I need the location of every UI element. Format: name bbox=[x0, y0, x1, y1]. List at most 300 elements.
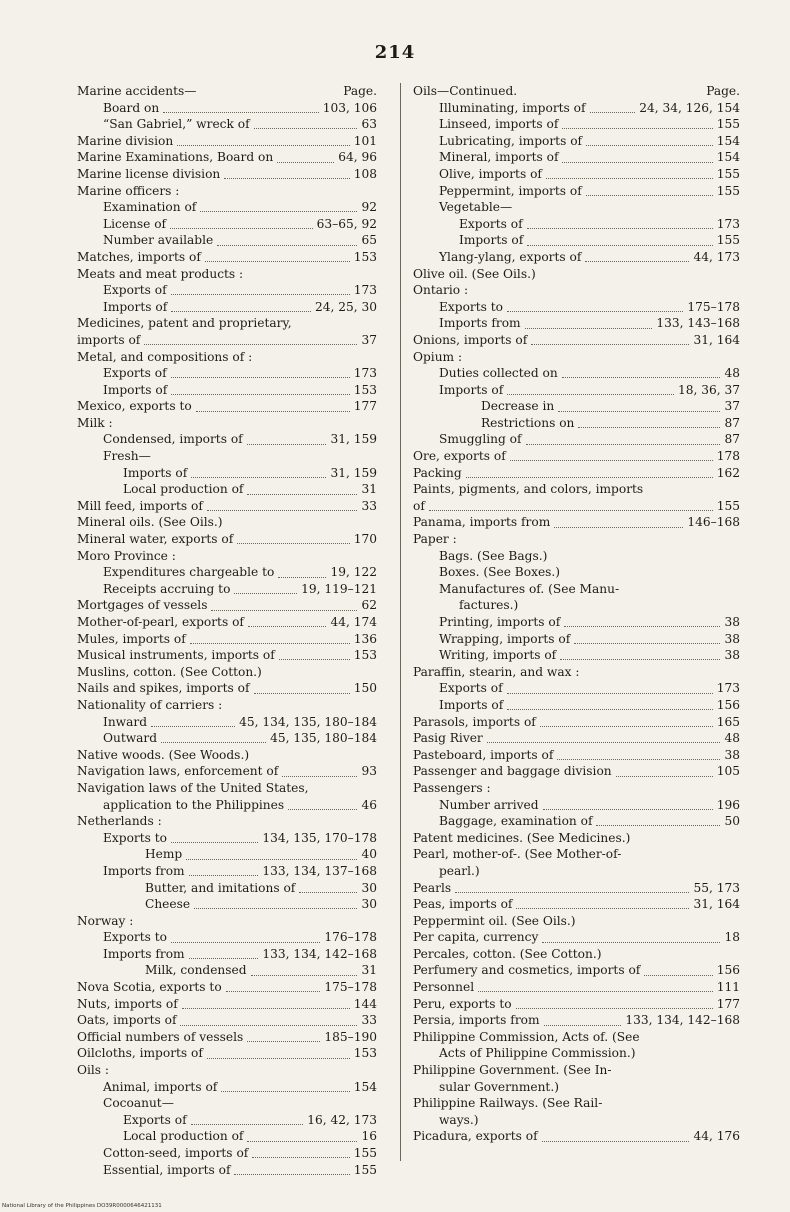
dot-leader bbox=[542, 1132, 690, 1142]
dot-leader bbox=[605, 950, 736, 959]
index-entry-text: Picadura, exports of bbox=[413, 1129, 538, 1144]
dot-leader bbox=[189, 866, 259, 876]
dot-leader bbox=[558, 402, 720, 412]
index-entry bbox=[77, 597, 377, 614]
index-entry-text: Olive, imports of bbox=[439, 166, 542, 181]
index-entry bbox=[77, 415, 377, 432]
index-entry-text: Marine accidents— bbox=[77, 84, 197, 98]
index-entry-text: Peppermint oil. (See Oils.) bbox=[413, 913, 576, 928]
index-entry-text: Muslins, cotton. (See Cotton.) bbox=[77, 664, 262, 679]
index-entry-page: 153 bbox=[353, 249, 377, 264]
index-entry-page: 136 bbox=[353, 631, 377, 646]
index-entry bbox=[77, 232, 377, 249]
dot-leader bbox=[551, 551, 736, 560]
dot-leader bbox=[151, 717, 235, 727]
dot-leader bbox=[161, 733, 266, 743]
index-entry bbox=[77, 116, 377, 133]
index-column-left bbox=[77, 83, 377, 1178]
index-entry-text: Netherlands : bbox=[77, 814, 162, 829]
index-entry bbox=[77, 996, 377, 1013]
dot-leader bbox=[183, 186, 373, 195]
index-entry-page: 155 bbox=[716, 166, 740, 181]
index-entry bbox=[413, 349, 740, 366]
dot-leader bbox=[171, 302, 311, 312]
index-entry-text: Number arrived bbox=[439, 797, 539, 812]
index-entry-page: 155 bbox=[353, 1162, 377, 1177]
dot-leader bbox=[211, 601, 357, 611]
index-entry-text: Essential, imports of bbox=[103, 1162, 231, 1177]
dot-leader bbox=[251, 966, 358, 976]
index-entry bbox=[77, 979, 377, 996]
dot-leader bbox=[279, 650, 350, 660]
index-entry bbox=[77, 365, 377, 382]
index-entry bbox=[413, 133, 740, 150]
index-entry-text: Persia, imports from bbox=[413, 1013, 540, 1028]
index-entry bbox=[77, 1128, 377, 1145]
dot-leader bbox=[525, 319, 653, 329]
index-entry-text: Paper : bbox=[413, 532, 457, 547]
dot-leader bbox=[623, 585, 736, 594]
dot-leader bbox=[226, 982, 321, 992]
index-entry bbox=[413, 266, 740, 283]
index-entry-text: Local production of bbox=[123, 482, 244, 497]
index-entry-page: 46 bbox=[361, 797, 377, 812]
dot-leader bbox=[247, 1132, 357, 1142]
dot-leader bbox=[254, 684, 350, 694]
index-entry bbox=[413, 664, 740, 681]
index-entry-text: Printing, imports of bbox=[439, 615, 561, 629]
index-entry-page: 31 bbox=[361, 963, 377, 978]
index-entry bbox=[413, 830, 740, 847]
index-entry-text: Writing, imports of bbox=[439, 648, 557, 663]
index-column-right bbox=[413, 83, 740, 1145]
index-entry-page: 45, 135, 180–184 bbox=[270, 731, 377, 746]
dot-leader bbox=[217, 236, 357, 246]
index-entry bbox=[413, 531, 740, 548]
index-entry-page: 133, 134, 142–168 bbox=[262, 946, 377, 961]
index-entry bbox=[413, 846, 740, 863]
index-entry-text: Smuggling of bbox=[439, 432, 522, 447]
index-entry bbox=[77, 913, 377, 930]
dot-leader bbox=[252, 1148, 349, 1158]
index-entry-text: Mill feed, imports of bbox=[77, 498, 203, 513]
dot-leader bbox=[296, 319, 373, 328]
dot-leader bbox=[478, 982, 713, 992]
index-entry-page: 37 bbox=[361, 332, 377, 347]
index-entry-text: Per capita, currency bbox=[413, 930, 539, 945]
index-entry-page: 176–178 bbox=[324, 930, 377, 945]
index-entry bbox=[77, 531, 377, 548]
index-entry-page: 65 bbox=[361, 233, 377, 248]
index-entry-page: 31 bbox=[361, 482, 377, 497]
index-entry-text: Official numbers of vessels bbox=[77, 1029, 244, 1044]
index-entry bbox=[77, 83, 377, 100]
dot-leader bbox=[170, 219, 313, 229]
dot-leader bbox=[312, 784, 373, 793]
index-entry bbox=[413, 514, 740, 531]
index-entry-text: ways.) bbox=[439, 1112, 479, 1127]
index-entry-text: of bbox=[413, 498, 425, 513]
dot-leader bbox=[564, 617, 720, 627]
dot-leader bbox=[171, 285, 350, 295]
index-entry-text: Pearl, mother-of-. (See Mother-of- bbox=[413, 847, 622, 862]
dot-leader bbox=[171, 368, 350, 378]
index-entry-text: Exports to bbox=[439, 299, 503, 314]
index-entry-page: 178 bbox=[716, 449, 740, 464]
dot-leader bbox=[510, 451, 713, 461]
index-entry-text: Inward bbox=[103, 714, 147, 729]
index-entry bbox=[77, 680, 377, 697]
dot-leader bbox=[455, 883, 689, 893]
index-entry bbox=[77, 962, 377, 979]
dot-leader bbox=[472, 286, 736, 295]
index-entry-text: Perfumery and cosmetics, imports of bbox=[413, 963, 641, 978]
index-entry-page: 37 bbox=[724, 399, 740, 414]
dot-leader bbox=[507, 385, 674, 395]
index-entry bbox=[77, 813, 377, 830]
index-entry-text: Cocoanut— bbox=[103, 1096, 174, 1111]
index-entry-text: Marine division bbox=[77, 133, 174, 148]
index-entry-text: Navigation laws, enforcement of bbox=[77, 764, 279, 779]
index-entry-page: 93 bbox=[361, 764, 377, 779]
index-entry-page: 38 bbox=[724, 615, 740, 629]
index-entry bbox=[77, 332, 377, 349]
index-entry bbox=[77, 1029, 377, 1046]
index-entry-text: Mineral, imports of bbox=[439, 150, 559, 165]
dot-leader bbox=[526, 435, 721, 445]
index-entry-text: Nails and spikes, imports of bbox=[77, 681, 250, 696]
index-entry-page: 154 bbox=[353, 1079, 377, 1094]
dot-leader bbox=[606, 1099, 736, 1108]
index-entry-text: Butter, and imitations of bbox=[145, 880, 296, 895]
index-entry-page: 101 bbox=[353, 133, 377, 148]
index-entry-page: Page. bbox=[343, 84, 377, 98]
dot-leader bbox=[578, 418, 720, 428]
index-entry-page: 38 bbox=[724, 747, 740, 762]
dot-leader bbox=[516, 899, 689, 909]
index-entry bbox=[77, 946, 377, 963]
index-entry bbox=[413, 1045, 740, 1062]
index-entry-page: 175–178 bbox=[324, 980, 377, 995]
index-entry-page: 30 bbox=[361, 897, 377, 912]
dot-leader bbox=[178, 1099, 373, 1108]
index-entry-page: 133, 143–168 bbox=[656, 316, 740, 331]
index-entry-text: Condensed, imports of bbox=[103, 432, 243, 447]
index-entry-page: 155 bbox=[716, 233, 740, 248]
index-entry bbox=[413, 880, 740, 897]
index-entry-text: Manufactures of. (See Manu- bbox=[439, 581, 620, 596]
index-entry-text: application to the Philippines bbox=[103, 797, 285, 812]
index-entry-text: Paints, pigments, and colors, imports bbox=[413, 482, 644, 497]
dot-leader bbox=[254, 119, 358, 129]
index-entry-page: 156 bbox=[716, 697, 740, 712]
index-entry bbox=[413, 863, 740, 880]
index-entry-text: Norway : bbox=[77, 913, 134, 928]
index-entry bbox=[77, 100, 377, 117]
index-entry-page: 153 bbox=[353, 1046, 377, 1061]
dot-leader bbox=[253, 751, 373, 760]
index-entry bbox=[413, 116, 740, 133]
dot-leader bbox=[137, 916, 373, 925]
index-entry bbox=[413, 714, 740, 731]
dot-leader bbox=[562, 119, 712, 129]
index-entry bbox=[413, 216, 740, 233]
index-entry bbox=[413, 996, 740, 1013]
index-entry-text: Mules, imports of bbox=[77, 631, 186, 646]
index-entry-text: Outward bbox=[103, 731, 158, 746]
index-entry bbox=[77, 863, 377, 880]
index-entry-text: Baggage, examination of bbox=[439, 814, 593, 829]
index-entry-page: 92 bbox=[361, 200, 377, 215]
dot-leader bbox=[546, 169, 713, 179]
index-entry bbox=[77, 564, 377, 581]
index-entry-text: Board on bbox=[103, 100, 160, 115]
index-entry-page: 18, 36, 37 bbox=[677, 382, 740, 397]
dot-leader bbox=[522, 601, 736, 610]
dot-leader bbox=[644, 966, 712, 976]
index-entry-text: Acts of Philippine Commission.) bbox=[439, 1046, 636, 1061]
index-entry-text: Imports of bbox=[439, 382, 504, 397]
index-entry bbox=[77, 929, 377, 946]
index-entry bbox=[413, 315, 740, 332]
index-entry-page: 173 bbox=[353, 283, 377, 298]
index-entry bbox=[413, 730, 740, 747]
dot-leader bbox=[278, 568, 326, 578]
dot-leader bbox=[554, 518, 683, 528]
index-entry bbox=[413, 249, 740, 266]
index-entry bbox=[413, 631, 740, 648]
dot-leader bbox=[531, 335, 689, 345]
index-entry-text: Moro Province : bbox=[77, 548, 176, 563]
dot-leader bbox=[163, 103, 318, 113]
index-entry-page: 31, 164 bbox=[693, 897, 740, 912]
index-entry bbox=[413, 797, 740, 814]
dot-leader bbox=[180, 1016, 357, 1026]
index-entry-text: Receipts accruing to bbox=[103, 581, 231, 596]
index-entry bbox=[77, 1112, 377, 1129]
index-entry bbox=[77, 282, 377, 299]
index-entry-text: “San Gabriel,” wreck of bbox=[103, 117, 250, 132]
index-entry-text: Lubricating, imports of bbox=[439, 133, 583, 148]
index-entry bbox=[77, 133, 377, 150]
index-entry bbox=[77, 382, 377, 399]
index-entry-page: 173 bbox=[716, 681, 740, 696]
dot-leader bbox=[574, 634, 720, 644]
index-entry-page: 156 bbox=[716, 963, 740, 978]
dot-leader bbox=[191, 1115, 304, 1125]
dot-leader bbox=[527, 219, 713, 229]
index-entry bbox=[77, 730, 377, 747]
dot-leader bbox=[299, 883, 357, 893]
index-entry bbox=[77, 514, 377, 531]
index-entry-text: Exports to bbox=[103, 830, 167, 845]
dot-leader bbox=[207, 501, 358, 511]
index-entry-text: Philippine Government. (See In- bbox=[413, 1063, 612, 1078]
dot-leader bbox=[234, 1165, 349, 1175]
index-entry-text: Cotton-seed, imports of bbox=[103, 1146, 249, 1160]
index-entry bbox=[413, 448, 740, 465]
index-entry-text: Marine officers : bbox=[77, 183, 180, 198]
index-entry-page: 63 bbox=[361, 117, 377, 132]
dot-leader bbox=[563, 1082, 736, 1091]
index-entry-text: Ore, exports of bbox=[413, 449, 506, 464]
index-entry bbox=[413, 747, 740, 764]
dot-leader bbox=[516, 999, 713, 1009]
index-entry-text: Mexico, exports to bbox=[77, 399, 192, 414]
index-entry-text: Native woods. (See Woods.) bbox=[77, 747, 250, 762]
index-entry bbox=[413, 481, 740, 498]
dot-leader bbox=[200, 87, 339, 96]
index-entry-text: Local production of bbox=[123, 1129, 244, 1144]
dot-leader bbox=[247, 485, 357, 495]
index-entry bbox=[413, 763, 740, 780]
index-entry-page: 177 bbox=[716, 996, 740, 1011]
index-entry-page: 44, 174 bbox=[330, 615, 377, 629]
index-entry-text: Passengers : bbox=[413, 780, 491, 795]
index-entry-page: 30 bbox=[361, 880, 377, 895]
index-entry bbox=[77, 315, 377, 332]
index-entry-text: Expenditures chargeable to bbox=[103, 565, 275, 580]
dot-leader bbox=[247, 269, 373, 278]
index-entry bbox=[77, 647, 377, 664]
index-entry-page: 50 bbox=[724, 814, 740, 829]
index-entry-text: Nationality of carriers : bbox=[77, 697, 223, 712]
dot-leader bbox=[634, 834, 736, 843]
index-entry bbox=[77, 299, 377, 316]
index-entry-page: 173 bbox=[353, 366, 377, 381]
index-entry bbox=[77, 548, 377, 565]
dot-leader bbox=[117, 419, 373, 428]
dot-leader bbox=[586, 186, 713, 196]
index-entry-text: Imports of bbox=[123, 465, 188, 480]
index-entry bbox=[413, 465, 740, 482]
index-entry bbox=[413, 1079, 740, 1096]
index-entry bbox=[413, 697, 740, 714]
page-number: 214 bbox=[374, 42, 416, 63]
index-entry-text: Matches, imports of bbox=[77, 249, 201, 264]
dot-leader bbox=[580, 916, 736, 925]
index-entry-text: Exports of bbox=[439, 681, 503, 696]
index-entry-text: Mineral water, exports of bbox=[77, 532, 234, 547]
index-entry-text: Imports from bbox=[439, 316, 521, 331]
index-entry-text: Navigation laws of the United States, bbox=[77, 780, 309, 795]
index-entry bbox=[413, 498, 740, 515]
index-entry-text: Cheese bbox=[145, 897, 191, 912]
index-entry bbox=[413, 813, 740, 830]
index-entry-page: Page. bbox=[706, 84, 740, 98]
index-entry-page: 155 bbox=[716, 498, 740, 513]
scan-footer: National Library of the Philippines DO39R0000646421131 bbox=[2, 1203, 162, 1209]
index-entry-page: 170 bbox=[353, 532, 377, 547]
index-entry-text: Panama, imports from bbox=[413, 515, 551, 530]
dot-leader bbox=[625, 850, 736, 859]
index-entry-text: Oats, imports of bbox=[77, 1013, 177, 1028]
index-entry-page: 134, 135, 170–178 bbox=[262, 830, 377, 845]
index-entry-text: imports of bbox=[77, 332, 141, 347]
index-entry bbox=[413, 232, 740, 249]
index-entry-text: Imports from bbox=[103, 863, 185, 878]
dot-leader bbox=[615, 1066, 736, 1075]
index-entry-text: Fresh— bbox=[103, 449, 151, 464]
index-entry-text: Mineral oils. (See Oils.) bbox=[77, 515, 223, 530]
index-entry-page: 146–168 bbox=[687, 515, 740, 530]
index-entry bbox=[413, 382, 740, 399]
dot-leader bbox=[234, 584, 297, 594]
index-entry-text: Exports to bbox=[103, 930, 167, 945]
index-entry bbox=[77, 249, 377, 266]
index-entry bbox=[77, 166, 377, 183]
index-entry-page: 150 bbox=[353, 681, 377, 696]
index-entry-page: 19, 122 bbox=[330, 565, 377, 580]
dot-leader bbox=[288, 800, 357, 810]
index-entry bbox=[413, 780, 740, 797]
dot-leader bbox=[564, 568, 736, 577]
index-entry-page: 154 bbox=[716, 150, 740, 165]
index-entry-page: 38 bbox=[724, 648, 740, 663]
index-entry-page: 62 bbox=[361, 598, 377, 613]
index-entry bbox=[413, 1112, 740, 1129]
index-entry-page: 133, 134, 137–168 bbox=[262, 863, 377, 878]
index-entry-text: sular Government.) bbox=[439, 1079, 559, 1094]
index-entry bbox=[413, 979, 740, 996]
index-entry bbox=[413, 166, 740, 183]
dot-leader bbox=[207, 1049, 350, 1059]
index-entry bbox=[77, 1045, 377, 1062]
index-entry bbox=[413, 398, 740, 415]
index-entry bbox=[77, 747, 377, 764]
index-entry-text: Peppermint, imports of bbox=[439, 183, 582, 198]
index-entry-text: Exports of bbox=[459, 216, 523, 231]
index-entry-page: 24, 25, 30 bbox=[314, 299, 377, 314]
index-entry-text: Wrapping, imports of bbox=[439, 631, 571, 646]
dot-leader bbox=[590, 103, 636, 113]
dot-leader bbox=[227, 518, 373, 527]
column-divider bbox=[400, 83, 401, 1161]
index-entry-text: Personnel bbox=[413, 980, 475, 995]
index-entry-page: 24, 34, 126, 154 bbox=[639, 100, 740, 115]
index-entry bbox=[413, 548, 740, 565]
dot-leader bbox=[205, 252, 350, 262]
index-entry-page: 63–65, 92 bbox=[316, 216, 377, 231]
dot-leader bbox=[461, 535, 736, 544]
index-entry-page: 16, 42, 173 bbox=[307, 1112, 377, 1127]
index-entry-text: Imports of bbox=[459, 233, 524, 248]
index-entry-text: Oils—Continued. bbox=[413, 84, 518, 98]
index-entry-text: Olive oil. (See Oils.) bbox=[413, 266, 536, 281]
index-entry-page: 87 bbox=[724, 432, 740, 447]
index-entry-page: 105 bbox=[716, 764, 740, 779]
index-entry bbox=[413, 1095, 740, 1112]
index-entry-page: 33 bbox=[361, 1013, 377, 1028]
index-entry-page: 18 bbox=[724, 930, 740, 945]
index-entry-text: Boxes. (See Boxes.) bbox=[439, 565, 561, 580]
dot-leader bbox=[282, 767, 357, 777]
index-entry-page: 185–190 bbox=[324, 1029, 377, 1044]
index-entry-text: Pearls bbox=[413, 880, 452, 895]
index-entry-page: 155 bbox=[353, 1146, 377, 1160]
index-entry bbox=[413, 614, 740, 631]
index-entry bbox=[413, 913, 740, 930]
index-entry bbox=[77, 498, 377, 515]
index-entry bbox=[413, 431, 740, 448]
dot-leader bbox=[429, 501, 713, 511]
index-entry bbox=[413, 581, 740, 598]
dot-leader bbox=[466, 352, 736, 361]
index-entry-text: Imports of bbox=[439, 697, 504, 712]
dot-leader bbox=[180, 551, 373, 560]
index-entry-text: Bags. (See Bags.) bbox=[439, 548, 548, 563]
index-entry bbox=[77, 266, 377, 283]
